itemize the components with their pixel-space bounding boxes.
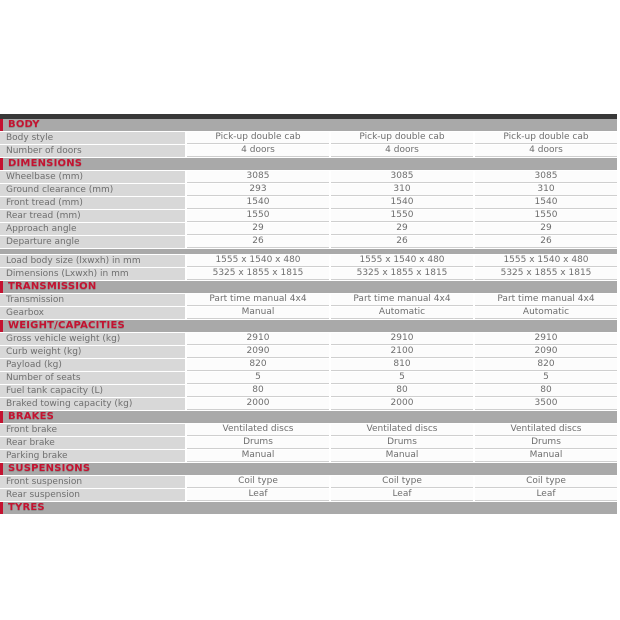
row-label: Front tread (mm)	[0, 197, 185, 209]
value-cell-variant-2: 810	[331, 359, 473, 371]
value-cell-variant-1: 4 doors	[187, 145, 329, 157]
value-cell-variant-1: 2910	[187, 333, 329, 345]
value-cell-variant-3: 820	[475, 359, 617, 371]
value-cell-variant-1: 820	[187, 359, 329, 371]
value-cell-variant-3: Ventilated discs	[475, 424, 617, 436]
table-row	[0, 346, 618, 358]
value-cell-variant-3: 80	[475, 385, 617, 397]
value-cell-variant-2: 1540	[331, 197, 473, 209]
value-cell-variant-3: Coil type	[475, 476, 617, 488]
table-row	[0, 223, 618, 235]
value-cell-variant-2: 26	[331, 236, 473, 248]
section-header-suspensions: SUSPENSIONS	[0, 463, 617, 475]
row-label: Rear suspension	[0, 489, 185, 501]
section-header-body: BODY	[0, 119, 617, 131]
row-label: Rear tread (mm)	[0, 210, 185, 222]
value-cell-variant-3: Part time manual 4x4	[475, 294, 617, 306]
value-cell-variant-3: 1540	[475, 197, 617, 209]
row-label: Dimensions (Lxwxh) in mm	[0, 268, 185, 280]
table-row	[0, 236, 618, 248]
row-label: Ground clearance (mm)	[0, 184, 185, 196]
table-row	[0, 184, 618, 196]
value-cell-variant-1: 1540	[187, 197, 329, 209]
table-row	[0, 476, 618, 488]
value-cell-variant-2: 310	[331, 184, 473, 196]
table-row	[0, 210, 618, 222]
section-header-tyres: TYRES	[0, 502, 617, 514]
table-row	[0, 424, 618, 436]
value-cell-variant-2: 5	[331, 372, 473, 384]
value-cell-variant-3: 3085	[475, 171, 617, 183]
section-header-brakes: BRAKES	[0, 411, 617, 423]
value-cell-variant-2: Part time manual 4x4	[331, 294, 473, 306]
row-label: Load body size (lxwxh) in mm	[0, 255, 185, 267]
table-row	[0, 450, 618, 462]
row-label: Front brake	[0, 424, 185, 436]
value-cell-variant-1: 3085	[187, 171, 329, 183]
value-cell-variant-2: Ventilated discs	[331, 424, 473, 436]
section-header-weight-capacities: WEIGHT/CAPACITIES	[0, 320, 617, 332]
value-cell-variant-2: 1550	[331, 210, 473, 222]
table-row	[0, 171, 618, 183]
value-cell-variant-2: Leaf	[331, 489, 473, 501]
value-cell-variant-3: 1555 x 1540 x 480	[475, 255, 617, 267]
row-label: Body style	[0, 132, 185, 144]
table-row	[0, 145, 618, 157]
row-label: Number of doors	[0, 145, 185, 157]
value-cell-variant-1: 5325 x 1855 x 1815	[187, 268, 329, 280]
value-cell-variant-3: Drums	[475, 437, 617, 449]
value-cell-variant-1: 2090	[187, 346, 329, 358]
value-cell-variant-2: Automatic	[331, 307, 473, 319]
value-cell-variant-1: Ventilated discs	[187, 424, 329, 436]
value-cell-variant-1: Manual	[187, 307, 329, 319]
table-row	[0, 437, 618, 449]
value-cell-variant-1: 293	[187, 184, 329, 196]
value-cell-variant-3: Manual	[475, 450, 617, 462]
value-cell-variant-2: Pick-up double cab	[331, 132, 473, 144]
value-cell-variant-1: Part time manual 4x4	[187, 294, 329, 306]
value-cell-variant-1: Leaf	[187, 489, 329, 501]
table-row	[0, 359, 618, 371]
table-row	[0, 294, 618, 306]
value-cell-variant-1: Coil type	[187, 476, 329, 488]
value-cell-variant-1: 2000	[187, 398, 329, 410]
value-cell-variant-3: Pick-up double cab	[475, 132, 617, 144]
table-row	[0, 132, 618, 144]
value-cell-variant-3: Automatic	[475, 307, 617, 319]
value-cell-variant-1: 29	[187, 223, 329, 235]
table-row	[0, 489, 618, 501]
table-row	[0, 268, 618, 280]
row-label: Parking brake	[0, 450, 185, 462]
table-row	[0, 372, 618, 384]
value-cell-variant-3: 310	[475, 184, 617, 196]
value-cell-variant-2: 2000	[331, 398, 473, 410]
table-row	[0, 197, 618, 209]
value-cell-variant-1: Drums	[187, 437, 329, 449]
row-label: Transmission	[0, 294, 185, 306]
value-cell-variant-3: 2910	[475, 333, 617, 345]
value-cell-variant-3: 1550	[475, 210, 617, 222]
table-row	[0, 398, 618, 410]
table-row	[0, 255, 618, 267]
value-cell-variant-2: 1555 x 1540 x 480	[331, 255, 473, 267]
value-cell-variant-3: 29	[475, 223, 617, 235]
value-cell-variant-1: 1550	[187, 210, 329, 222]
value-cell-variant-1: Manual	[187, 450, 329, 462]
value-cell-variant-2: 29	[331, 223, 473, 235]
value-cell-variant-2: 80	[331, 385, 473, 397]
row-label: Approach angle	[0, 223, 185, 235]
value-cell-variant-1: 1555 x 1540 x 480	[187, 255, 329, 267]
value-cell-variant-2: 4 doors	[331, 145, 473, 157]
value-cell-variant-2: 5325 x 1855 x 1815	[331, 268, 473, 280]
row-label: Departure angle	[0, 236, 185, 248]
value-cell-variant-1: 26	[187, 236, 329, 248]
value-cell-variant-2: 2100	[331, 346, 473, 358]
row-label: Gross vehicle weight (kg)	[0, 333, 185, 345]
row-label: Front suspension	[0, 476, 185, 488]
value-cell-variant-3: 4 doors	[475, 145, 617, 157]
value-cell-variant-3: 5	[475, 372, 617, 384]
row-label: Payload (kg)	[0, 359, 185, 371]
value-cell-variant-3: 2090	[475, 346, 617, 358]
value-cell-variant-1: Pick-up double cab	[187, 132, 329, 144]
value-cell-variant-1: 5	[187, 372, 329, 384]
value-cell-variant-2: Drums	[331, 437, 473, 449]
value-cell-variant-3: 3500	[475, 398, 617, 410]
vehicle-spec-table	[0, 114, 618, 515]
value-cell-variant-2: 2910	[331, 333, 473, 345]
section-separator	[0, 249, 617, 254]
row-label: Braked towing capacity (kg)	[0, 398, 185, 410]
row-label: Rear brake	[0, 437, 185, 449]
value-cell-variant-3: 26	[475, 236, 617, 248]
row-label: Fuel tank capacity (L)	[0, 385, 185, 397]
value-cell-variant-2: 3085	[331, 171, 473, 183]
section-header-dimensions: DIMENSIONS	[0, 158, 617, 170]
row-label: Wheelbase (mm)	[0, 171, 185, 183]
section-header-transmission: TRANSMISSION	[0, 281, 617, 293]
row-label: Curb weight (kg)	[0, 346, 185, 358]
table-row	[0, 385, 618, 397]
value-cell-variant-1: 80	[187, 385, 329, 397]
table-row	[0, 307, 618, 319]
spec-table-body	[0, 119, 618, 514]
value-cell-variant-2: Coil type	[331, 476, 473, 488]
row-label: Gearbox	[0, 307, 185, 319]
table-row	[0, 333, 618, 345]
row-label: Number of seats	[0, 372, 185, 384]
value-cell-variant-2: Manual	[331, 450, 473, 462]
value-cell-variant-3: 5325 x 1855 x 1815	[475, 268, 617, 280]
value-cell-variant-3: Leaf	[475, 489, 617, 501]
